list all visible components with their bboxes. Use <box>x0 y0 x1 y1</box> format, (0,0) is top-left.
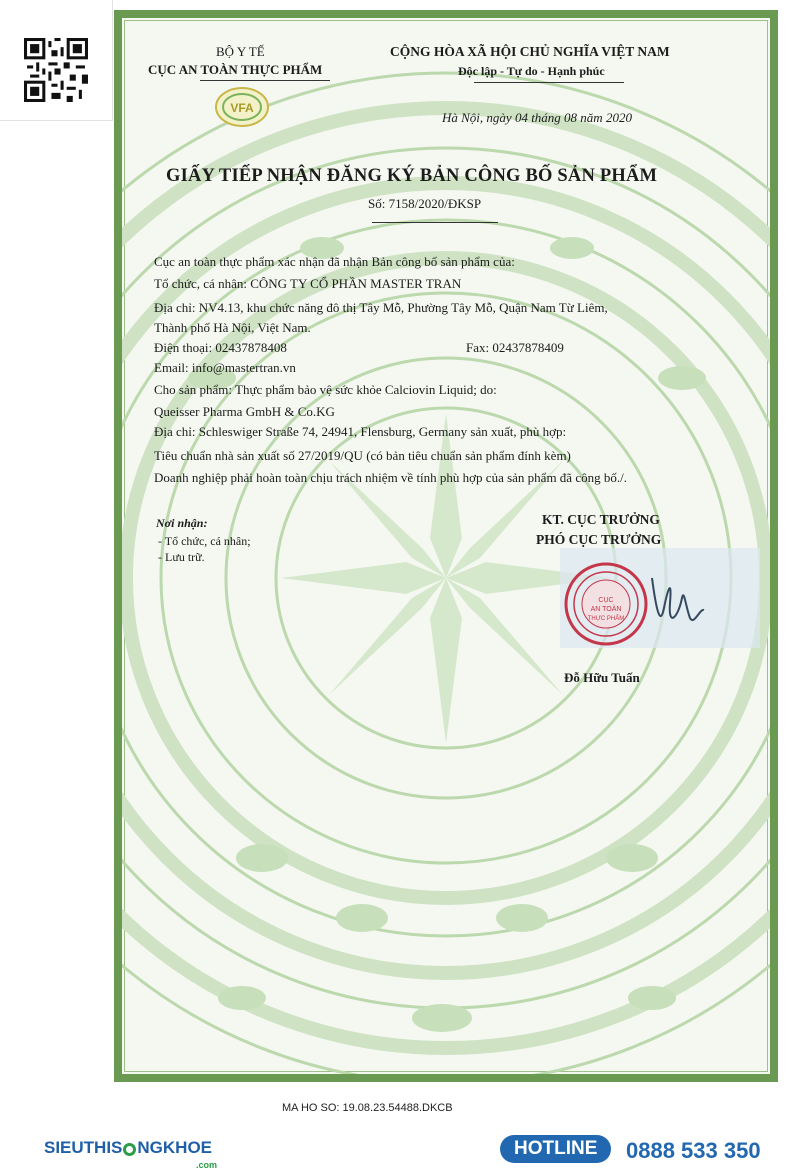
document-title: GIẤY TIẾP NHẬN ĐĂNG KÝ BẢN CÔNG BỐ SẢN PHẨM <box>166 166 658 186</box>
footer-bar <box>0 1126 800 1175</box>
body-line: Tiêu chuẩn nhà sản xuất số 27/2019/QU (có bản tiêu chuẩn sản phẩm đính kèm) <box>154 448 571 463</box>
signature-title: KT. CỤC TRƯỞNG <box>542 512 660 527</box>
body-line: Địa chỉ: Schleswiger Straße 74, 24941, Flensburg, Germany sản xuất, phù hợp: <box>154 424 567 439</box>
country-name: CỘNG HÒA XÃ HỘI CHỦ NGHĨA VIỆT NAM <box>390 44 670 59</box>
brand-text: NGKHOE <box>137 1138 213 1157</box>
body-line: Doanh nghiệp phải hoàn toàn chịu trách nhiệm về tính phù hợp của sản phẩm đã công bố./. <box>154 470 627 485</box>
svg-text:AN TOÀN: AN TOÀN <box>590 606 622 613</box>
agency-name: CỤC AN TOÀN THỰC PHẨM <box>148 62 323 77</box>
svg-text:CỤC: CỤC <box>598 597 614 604</box>
divider <box>200 80 330 81</box>
issue-date: Hà Nội, ngày 04 tháng 08 năm 2020 <box>442 110 632 125</box>
body-line: Queisser Pharma GmbH & Co.KG <box>154 404 335 419</box>
body-line: Địa chỉ: NV4.13, khu chức năng đô thị Tây Mỗ, Phường Tây Mỗ, Quận Nam Từ Liêm, <box>154 300 608 315</box>
signer-name: Đỗ Hữu Tuấn <box>564 670 640 685</box>
divider <box>372 222 498 223</box>
brand-logo[interactable] <box>44 1138 212 1158</box>
national-motto: Độc lập - Tự do - Hạnh phúc <box>458 64 605 78</box>
body-line: Cục an toàn thực phẩm xác nhận đã nhận Bản công bố sản phẩm của: <box>154 254 515 269</box>
receiver-item: - Tổ chức, cá nhân; <box>158 534 251 548</box>
brand-text: SIEUTHIS <box>44 1138 123 1157</box>
body-line: Tổ chức, cá nhân: CÔNG TY CỔ PHẦN MASTER TRAN <box>154 276 462 291</box>
fax-number: Fax: 02437878409 <box>466 340 564 355</box>
hotline-number[interactable]: 0888 533 350 <box>626 1138 761 1163</box>
divider <box>474 82 624 83</box>
brand-domain: .com <box>196 1160 218 1170</box>
body-line: Thành phố Hà Nội, Việt Nam. <box>154 320 311 335</box>
qr-code-panel <box>0 0 113 121</box>
signature-subtitle: PHÓ CỤC TRƯỞNG <box>536 532 662 547</box>
file-code: MA HO SO: 19.08.23.54488.DKCB <box>282 1102 453 1114</box>
document-number: Số: 7158/2020/ĐKSP <box>368 196 482 211</box>
hotline-button[interactable]: HOTLINE <box>500 1135 611 1163</box>
body-line: Cho sản phẩm: Thực phẩm bảo vệ sức khỏe Calciovin Liquid; do: <box>154 382 497 397</box>
receivers-title: Nơi nhận: <box>156 516 208 530</box>
official-seal <box>560 548 760 653</box>
vfa-logo <box>214 86 270 133</box>
qr-code-icon <box>24 38 88 102</box>
phone-number: Điện thoại: 02437878408 <box>154 340 287 355</box>
svg-text:THỰC PHẨM: THỰC PHẨM <box>587 616 625 622</box>
certificate-document <box>114 10 778 1082</box>
logo-text: VFA <box>230 101 254 115</box>
ministry-name: BỘ Y TẾ <box>216 44 265 59</box>
receiver-item: - Lưu trữ. <box>158 550 205 564</box>
brand-o-icon <box>123 1143 136 1156</box>
email-address: Email: info@mastertran.vn <box>154 360 296 375</box>
